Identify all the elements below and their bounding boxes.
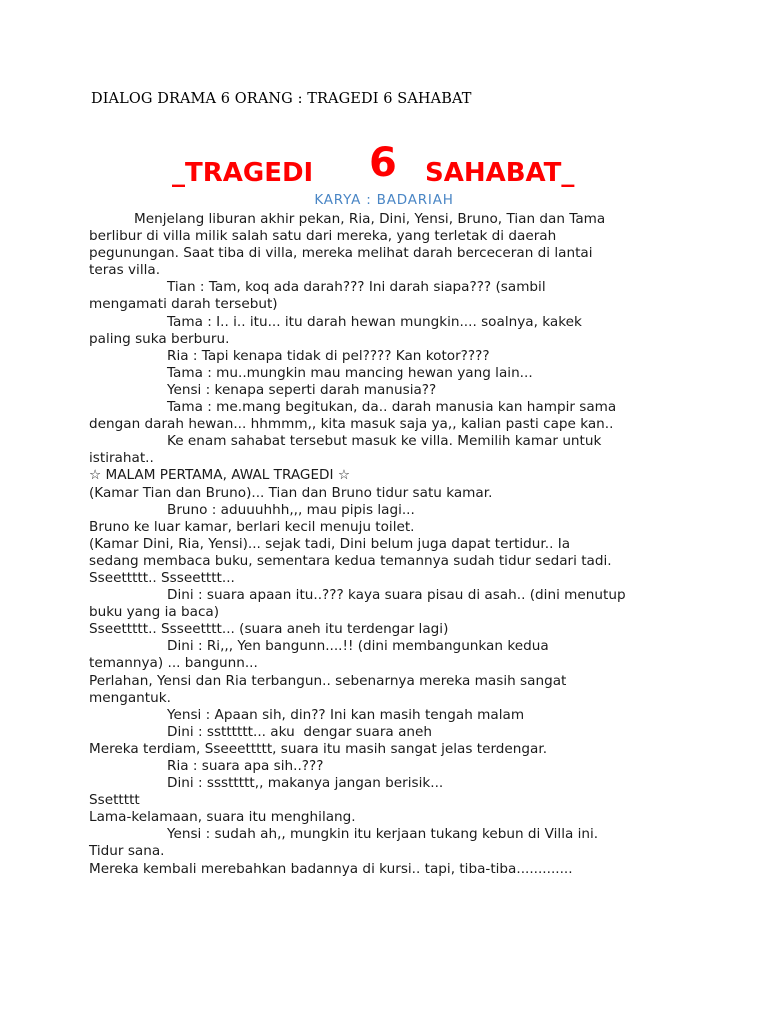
text-line: dengan darah hewan... hhmmm,, kita masuk saja ya,, kalian pasti cape kan..: [89, 416, 614, 433]
text-line: Ria : Tapi kenapa tidak di pel???? Kan kotor????: [167, 347, 490, 364]
text-line: mengantuk.: [89, 689, 171, 706]
story-title: [0, 140, 768, 190]
text-line: Tama : I.. i.. itu... itu darah hewan mungkin.... soalnya, kakek: [167, 313, 582, 330]
text-line: Tidur sana.: [89, 843, 165, 860]
text-line: Yensi : Apaan sih, din?? Ini kan masih tengah malam: [167, 706, 525, 723]
text-line: Sseettttt.. Ssseetttt...: [89, 569, 235, 586]
text-line: Dini : sstttttt... aku dengar suara aneh: [167, 723, 432, 740]
text-line: istirahat..: [89, 450, 154, 467]
text-line: Dini : suara apaan itu..??? kaya suara pisau di asah.. (dini menutup: [167, 587, 626, 604]
text-line: Mereka terdiam, Sseeettttt, suara itu masih sangat jelas terdengar.: [89, 740, 548, 757]
text-line: Yensi : kenapa seperti darah manusia??: [167, 381, 437, 398]
title-right: SAHABAT_: [425, 158, 575, 188]
document-header: DIALOG DRAMA 6 ORANG : TRAGEDI 6 SAHABAT: [91, 91, 472, 107]
text-line: pegunungan. Saat tiba di villa, mereka melihat darah berceceran di lantai: [89, 245, 593, 262]
title-number: 6: [369, 140, 397, 186]
text-line: Mereka kembali merebahkan badannya di kursi.. tapi, tiba-tiba.............: [89, 860, 573, 877]
title-left: _TRAGEDI: [172, 158, 314, 188]
author-line: KARYA : BADARIAH: [314, 192, 454, 208]
text-line: berlibur di villa milik salah satu dari mereka, yang terletak di daerah: [89, 228, 557, 245]
text-line: Perlahan, Yensi dan Ria terbangun.. sebenarnya mereka masih sangat: [89, 672, 567, 689]
text-line: sedang membaca buku, sementara kedua temannya sudah tidur sedari tadi.: [89, 552, 612, 569]
text-line: Bruno : aduuuhhh,,, mau pipis lagi...: [167, 501, 415, 518]
text-line: Dini : sssttttt,, makanya jangan berisik...: [167, 775, 444, 792]
text-line: Tama : me.mang begitukan, da.. darah manusia kan hampir sama: [167, 399, 617, 416]
text-line: temannya) ... bangunn...: [89, 655, 258, 672]
text-line: Menjelang liburan akhir pekan, Ria, Dini, Yensi, Bruno, Tian dan Tama: [134, 211, 606, 227]
text-line: teras villa.: [89, 262, 161, 279]
text-line: Dini : Ri,,, Yen bangunn....!! (dini membangunkan kedua: [167, 638, 549, 655]
text-line: (Kamar Dini, Ria, Yensi)... sejak tadi, Dini belum juga dapat tertidur.. Ia: [89, 535, 571, 552]
text-line: Yensi : sudah ah,, mungkin itu kerjaan tukang kebun di Villa ini.: [167, 826, 599, 843]
text-line: Lama-kelamaan, suara itu menghilang.: [89, 809, 356, 826]
text-line: Ria : suara apa sih..???: [167, 758, 324, 774]
text-line: Ke enam sahabat tersebut masuk ke villa. Memilih kamar untuk: [167, 433, 602, 450]
text-line: Tama : mu..mungkin mau mancing hewan yang lain...: [167, 364, 533, 381]
text-line: ☆ MALAM PERTAMA, AWAL TRAGEDI ☆: [89, 467, 351, 484]
text-line: Sseettttt.. Ssseetttt... (suara aneh itu terdengar lagi): [89, 621, 449, 638]
text-line: Ssettttt: [89, 792, 140, 809]
text-line: (Kamar Tian dan Bruno)... Tian dan Bruno tidur satu kamar.: [89, 484, 493, 501]
text-line: buku yang ia baca): [89, 604, 220, 621]
text-line: Tian : Tam, koq ada darah??? Ini darah siapa??? (sambil: [167, 279, 546, 296]
text-line: mengamati darah tersebut): [89, 296, 278, 313]
text-line: Bruno ke luar kamar, berlari kecil menuju toilet.: [89, 518, 415, 535]
story-body: [89, 211, 689, 878]
text-line: paling suka berburu.: [89, 330, 230, 347]
